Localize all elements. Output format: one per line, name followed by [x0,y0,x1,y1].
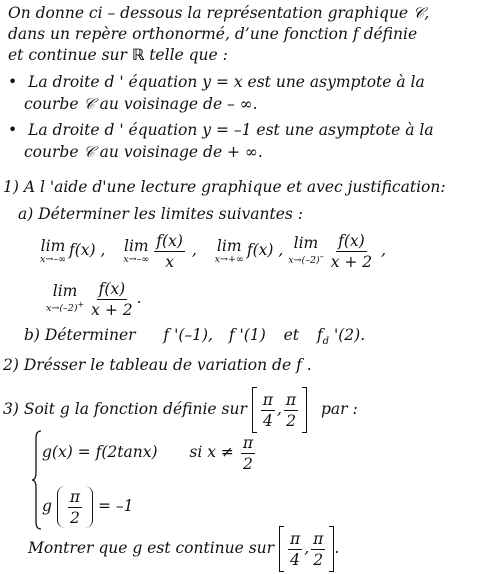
bullet-1-courbe: courbe [24,95,84,113]
bullet-1-text: La droite d ' équation y = x est une asymptote à la [28,73,425,91]
lim-word: lim [52,282,78,301]
lim-sup: – [319,252,324,262]
bullet-2-courbe: courbe [24,143,84,161]
deriv-right-d: d [322,336,330,348]
lim-word: lim [216,236,242,255]
limit-3 [215,238,244,265]
lim-sub-text: x→(–2) [46,303,78,315]
num: f(x) [98,279,126,298]
sep: , [381,241,387,259]
bullet-1-end: au voisinage de – ∞. [94,95,258,113]
bullet-2-end: au voisinage de + ∞. [94,143,263,161]
q1-title: 1) A l 'aide d'une lecture graphique et avec justification: [3,178,446,196]
end-dot: . [334,539,340,557]
case-1-cond: si x ≠ [189,443,234,461]
limit-1 [40,238,66,265]
intro-text-3a: et continue sur [8,46,132,64]
sep: , [208,326,213,344]
q1b-line [24,325,365,352]
curve-symbol: 𝒞 [83,95,95,113]
q3-case-2 [42,482,134,530]
den: x [165,252,174,271]
left-bracket [252,387,257,433]
left-paren [57,486,65,528]
case-2-value: = –1 [98,497,134,515]
bullet-2-text: La droite d ' équation y = –1 est une asymptote à la [28,121,434,139]
limits-row-2 [46,278,142,319]
num: π [242,433,253,452]
lim-sub: x→–∞ [40,253,66,265]
right-paren [85,486,93,528]
par-word: par : [320,400,358,418]
intro-line-1 [8,3,429,23]
right-bracket [302,387,307,433]
q3-intro-line [3,385,358,433]
pi-over-4 [288,530,302,569]
curve-symbol: 𝒞 [413,4,425,22]
intro-line-3 [8,45,228,65]
sep: , [278,241,284,259]
bullet-1-line-1 [8,72,425,92]
intro-comma: , [424,4,430,22]
limit-5-frac [89,280,134,319]
lim-3-expr: f(x) [246,241,274,259]
sep: , [304,539,310,557]
limit-4 [288,235,323,266]
den: 2 [70,508,80,527]
bullet-icon: • [8,121,18,139]
lim-sub [46,299,84,314]
lim-sub-text: x→(–2) [288,255,320,267]
deriv-one: f '(1) [228,326,266,344]
den: 2 [242,454,253,473]
pi-over-2 [284,391,298,430]
pi-over-2 [311,530,325,569]
deriv-right-f: f [316,326,323,344]
end-dot: . [136,289,142,307]
bullet-2-line-1 [8,120,434,140]
den: 2 [286,411,296,430]
sep: , [100,241,106,259]
left-bracket [279,526,284,572]
q3-case-1 [42,428,257,476]
lim-1-expr: f(x) [68,241,96,259]
limit-2 [123,238,149,265]
num: f(x) [156,231,183,250]
num: π [313,529,324,548]
lim-sub: x→+∞ [214,253,244,265]
sep: , [191,241,197,259]
num: f(x) [338,231,365,250]
lim-word: lim [40,236,66,255]
intro-text-1: On donne ci – dessous la représentation graphique [8,4,414,22]
limit-5 [46,283,84,314]
case-1-expr: g(x) = f(2tanx) [42,443,158,461]
q3-show-text: Montrer que g est continue sur [28,539,275,557]
q3-show-line [28,524,339,572]
et-word: et [283,326,300,344]
lim-word: lim [123,236,149,255]
pi-over-2 [241,434,255,473]
den: 4 [262,411,273,430]
g-letter: g [42,497,52,515]
sep: , [276,400,282,418]
q1b-label: b) Déterminer [24,326,136,344]
bullet-1-line-2 [24,94,258,114]
pi-over-2 [68,488,82,527]
q1a-text: a) Déterminer les limites suivantes : [18,205,304,223]
lim-sub: x→–∞ [123,253,150,265]
bullet-icon: • [8,73,18,91]
q2-text: 2) Drésser le tableau de variation de f . [3,356,312,374]
den: x + 2 [330,252,373,271]
curve-symbol: 𝒞 [83,143,95,161]
real-numbers-symbol: ℝ [131,46,145,64]
q3-intro: 3) Soit g la fonction définie sur [3,400,247,418]
num: π [285,390,297,409]
lim-word: lim [293,234,319,253]
limit-4-frac [329,232,374,271]
den: x + 2 [91,300,133,319]
left-brace-icon [32,430,42,530]
pi-over-4 [261,391,275,430]
deriv-right-rest: '(2). [329,326,366,344]
lim-sub [288,251,323,266]
deriv-minus-one: f '(–1) [163,326,209,344]
bullet-2-line-2 [24,142,263,162]
den: 4 [290,550,301,569]
num: π [290,529,301,548]
limit-2-frac [154,232,185,271]
den: 2 [313,550,324,569]
lim-sup: + [77,300,85,310]
intro-line-2: dans un repère orthonormé, d’une fonction f définie [8,25,418,43]
num: π [262,390,273,409]
num: π [69,487,81,506]
intro-text-3b: telle que : [144,46,228,64]
limits-row-1 [40,230,386,271]
